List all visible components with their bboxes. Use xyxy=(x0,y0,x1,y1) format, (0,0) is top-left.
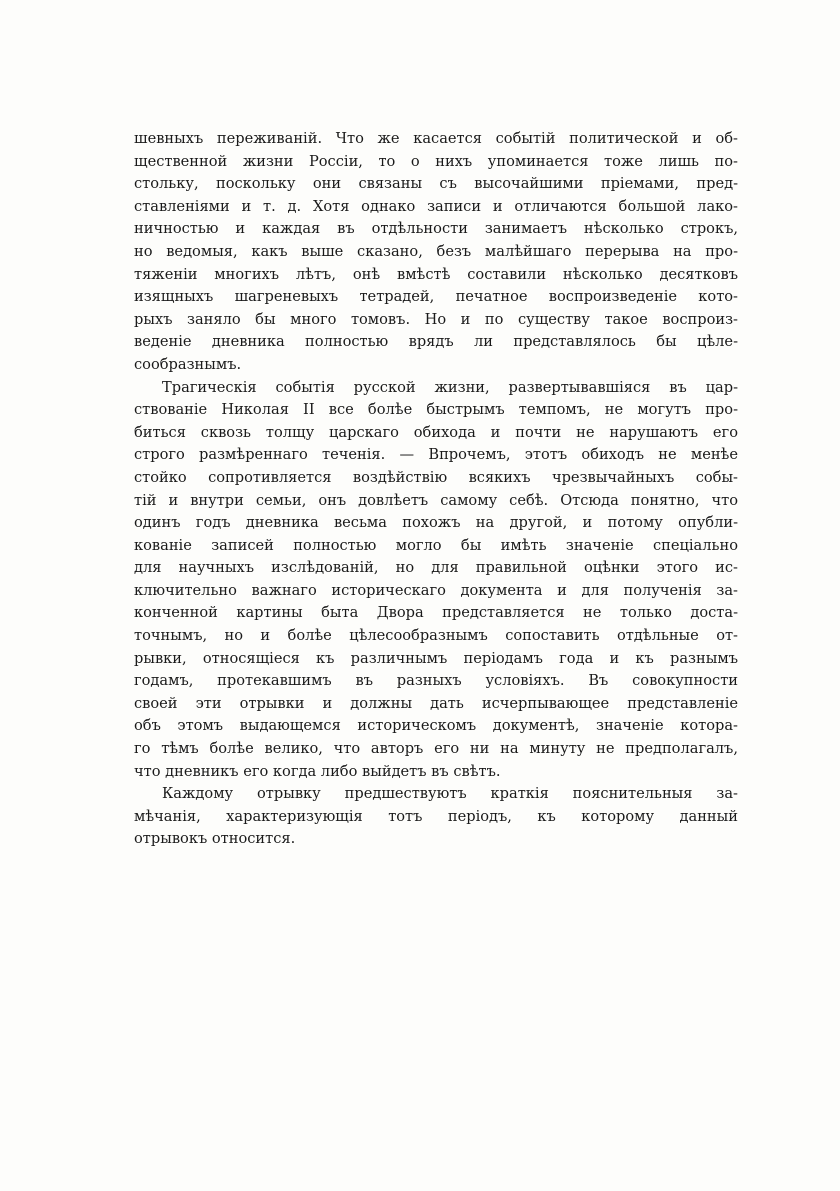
text-line: тяженіи многихъ лѣтъ, онѣ вмѣстѣ составили нѣсколько десятковъ xyxy=(134,265,738,283)
text-line: одинъ годъ дневника весьма похожъ на другой, и потому опубли- xyxy=(134,514,738,532)
text-line: ставленіями и т. д. Хотя однако записи и отличаются большой лако- xyxy=(134,197,738,215)
text-line: точнымъ, но и болѣе цѣлесообразнымъ сопоставить отдѣльные от- xyxy=(134,627,738,645)
text-line: веденіе дневника полностью врядъ ли представлялось бы цѣле- xyxy=(134,333,738,351)
text-line: рыхъ заняло бы много томовъ. Но и по существу такое воспроиз- xyxy=(134,310,738,328)
body-text xyxy=(134,128,738,851)
text-line: годамъ, протекавшимъ въ разныхъ условіяхъ. Въ совокупности xyxy=(134,672,738,690)
text-line: ничностью и каждая въ отдѣльности занимаетъ нѣсколько строкъ, xyxy=(134,220,738,238)
text-line: го тѣмъ болѣе велико, что авторъ его ни на минуту не предполагалъ, xyxy=(134,740,738,758)
text-line: для научныхъ изслѣдованій, но для правильной оцѣнки этого ис- xyxy=(134,559,738,577)
text-line: щественной жизни Россіи, то о нихъ упоминается тоже лишь по- xyxy=(134,152,738,170)
text-line: стойко сопротивляется воздѣйствію всякихъ чрезвычайныхъ собы- xyxy=(134,468,738,486)
text-line: но ведомыя, какъ выше сказано, безъ малѣйшаго перерыва на про- xyxy=(134,242,738,260)
text-line: изящныхъ шагреневыхъ тетрадей, печатное воспроизведеніе кото- xyxy=(134,288,738,306)
text-line: стольку, поскольку они связаны съ высочайшими пріемами, пред- xyxy=(134,175,738,193)
text-line: шевныхъ переживаній. Что же касается событій политической и об- xyxy=(134,130,738,147)
text-line: Трагическія событія русской жизни, развертывавшіяся въ цар- xyxy=(162,378,738,396)
text-line: отрывокъ относится. xyxy=(134,830,296,848)
text-line: своей эти отрывки и должны дать исчерпывающее представленіе xyxy=(134,694,738,712)
text-line: что дневникъ его когда либо выйдетъ въ свѣтъ. xyxy=(134,762,501,780)
text-line: ствованіе Николая II все болѣе быстрымъ темпомъ, не могутъ про- xyxy=(134,401,738,419)
text-line: биться сквозь толщу царскаго обихода и почти не нарушаютъ его xyxy=(134,423,738,441)
text-line: кованіе записей полностью могло бы имѣть значеніе спеціально xyxy=(134,536,738,554)
text-line: мѣчанія, характеризующія тотъ періодъ, къ которому данный xyxy=(134,807,738,825)
text-line: объ этомъ выдающемся историческомъ документѣ, значеніе котора- xyxy=(134,717,738,735)
text-line: сообразнымъ. xyxy=(134,355,242,373)
text-line: Каждому отрывку предшествуютъ краткія пояснительныя за- xyxy=(162,785,738,803)
text-line: ключительно важнаго историческаго документа и для полученія за- xyxy=(134,581,738,599)
text-line: рывки, относящіеся къ различнымъ періодамъ года и къ разнымъ xyxy=(134,649,738,667)
text-line: строго размѣреннаго теченія. — Впрочемъ, этотъ обиходъ не менѣе xyxy=(134,446,738,464)
text-line: конченной картины быта Двора представляется не только доста- xyxy=(134,604,738,622)
text-line: тій и внутри семьи, онъ довлѣетъ самому себѣ. Отсюда понятно, что xyxy=(134,491,738,509)
